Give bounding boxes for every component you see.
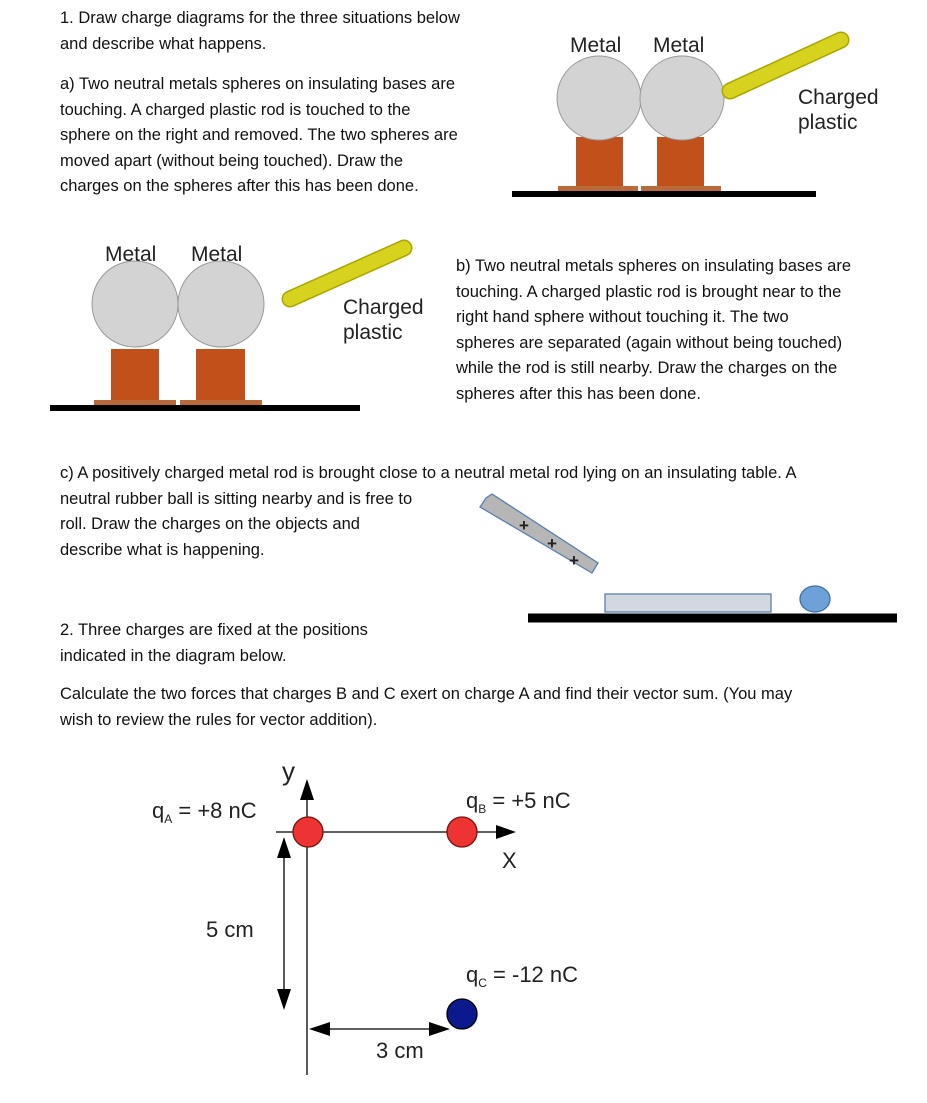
figure-c xyxy=(480,494,897,618)
q1-intro-line: 1. Draw charge diagrams for the three situations below xyxy=(60,9,460,27)
q1c-line: describe what is happening. xyxy=(60,540,265,559)
charge-symbol: q xyxy=(152,798,165,823)
horizontal-distance-label: 3 cm xyxy=(376,1038,424,1063)
vertical-distance-label: 5 cm xyxy=(206,917,254,942)
q1a-line: moved apart (without being touched). Draw the xyxy=(60,151,404,170)
charge-value: = -12 nC xyxy=(486,962,579,987)
base-plate xyxy=(94,400,176,405)
q1b-line: b) Two neutral metals spheres on insulating bases are xyxy=(456,257,852,275)
plus-sign: + xyxy=(547,534,557,553)
charge-subscript: C xyxy=(478,976,487,990)
plus-sign: + xyxy=(569,551,579,570)
charged-metal-rod xyxy=(480,494,598,573)
q1b-line: while the rod is still nearby. Draw the charges on the xyxy=(456,359,838,378)
q1b-line: touching. A charged plastic rod is brought near to the xyxy=(456,282,842,301)
q1a-line: a) Two neutral metals spheres on insulating bases are xyxy=(60,75,456,93)
charge-a xyxy=(293,817,323,847)
q1b-line: spheres after this has been done. xyxy=(456,384,701,403)
vertical-arrowhead-bottom xyxy=(277,989,291,1010)
insulating-base xyxy=(657,137,704,186)
charge-value: = +5 nC xyxy=(486,788,571,813)
charge-symbol: q xyxy=(466,962,479,987)
charge-subscript: B xyxy=(478,802,487,816)
base-plate xyxy=(558,186,638,191)
insulating-base xyxy=(576,137,623,186)
q1a-line: touching. A charged plastic rod is touched to the xyxy=(60,100,411,119)
charge-symbol: q xyxy=(466,788,479,813)
metal-sphere-left xyxy=(557,56,641,140)
charge-c-label xyxy=(466,962,578,990)
metal-sphere-right xyxy=(178,261,264,347)
q1-intro-line: and describe what happens. xyxy=(60,34,267,53)
rod-label: Charged xyxy=(343,296,424,319)
y-axis-arrowhead xyxy=(300,779,314,800)
rod-label: plastic xyxy=(798,111,858,134)
metal-label: Metal xyxy=(105,243,157,266)
q1a-line: charges on the spheres after this has been done. xyxy=(60,177,419,196)
charge-c xyxy=(447,999,477,1029)
figure-b xyxy=(50,243,424,408)
q1b-line: spheres are separated (again without being touched) xyxy=(456,333,843,352)
neutral-metal-rod xyxy=(605,594,771,612)
q1c-line: c) A positively charged metal rod is brought close to a neutral metal rod lying on an insulating table. A xyxy=(60,464,797,482)
base-plate xyxy=(180,400,262,405)
charge-b xyxy=(447,817,477,847)
x-axis-label: X xyxy=(502,848,517,873)
base-plate xyxy=(641,186,721,191)
q1a-line: sphere on the right and removed. The two spheres are xyxy=(60,126,458,145)
horizontal-arrowhead-right xyxy=(429,1022,450,1036)
y-axis-label: y xyxy=(282,756,295,786)
charge-a-label xyxy=(152,798,257,826)
insulating-base xyxy=(196,349,245,400)
metal-label: Metal xyxy=(570,34,622,57)
q2-intro-line: indicated in the diagram below. xyxy=(60,646,287,665)
q1c-line: roll. Draw the charges on the objects and xyxy=(60,515,360,534)
plus-sign: + xyxy=(519,516,529,535)
figure-2 xyxy=(152,756,578,1075)
insulating-base xyxy=(111,349,159,400)
metal-label: Metal xyxy=(191,243,243,266)
q2-task-line: wish to review the rules for vector addition). xyxy=(60,710,378,729)
charged-plastic-rod xyxy=(290,248,404,299)
rod-label: Charged xyxy=(798,86,879,109)
q1b-line: right hand sphere without touching it. The two xyxy=(456,308,789,327)
charge-b-label xyxy=(466,788,571,816)
q1c-line: neutral rubber ball is sitting nearby and is free to xyxy=(60,489,413,508)
x-axis-arrowhead xyxy=(496,825,516,839)
charge-value: = +8 nC xyxy=(172,798,257,823)
rod-label: plastic xyxy=(343,321,403,344)
metal-sphere-right xyxy=(640,56,724,140)
charged-plastic-rod xyxy=(730,40,841,91)
horizontal-arrowhead-left xyxy=(309,1022,330,1036)
vertical-arrowhead-top xyxy=(277,837,291,858)
q2-task-line: Calculate the two forces that charges B and C exert on charge A and find their vector sum. (You may xyxy=(60,685,793,703)
rubber-ball xyxy=(800,586,830,612)
charge-subscript: A xyxy=(164,812,173,826)
figure-a xyxy=(512,34,879,194)
metal-label: Metal xyxy=(653,34,705,57)
q2-intro-line: 2. Three charges are fixed at the positions xyxy=(60,621,368,639)
metal-sphere-left xyxy=(92,261,178,347)
